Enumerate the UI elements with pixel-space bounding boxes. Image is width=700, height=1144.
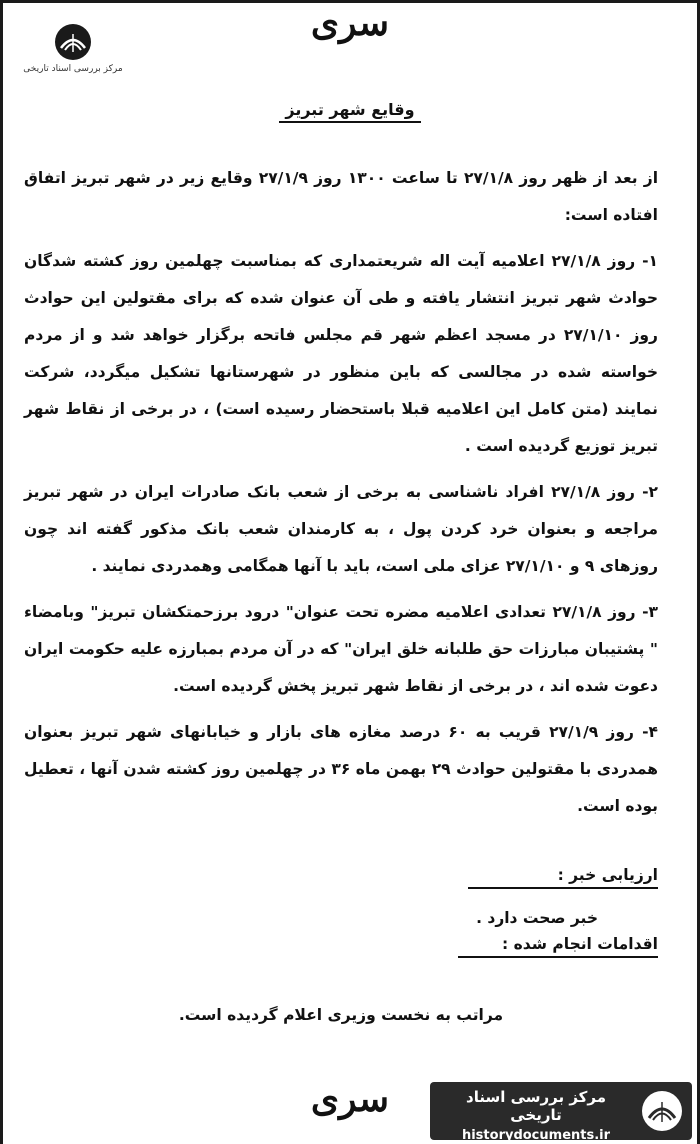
watermark-text (438, 1088, 634, 1143)
document-title-text: وقایع شهر تبریز (279, 100, 420, 123)
item-paragraph-3: ۳- روز ۲۷/۱/۸ تعدادی اعلامیه مضره تحت عنوان" درود برزحمتکشان تبریز" وبامضاء " پشتیبان مبارزات حق طلبانه خلق ایران" که در آن مردم بمبارزه علیه حکومت ایران دعوت شده اند ، در برخی از نقاط شهر تبریز پخش گردیده است. (24, 603, 658, 695)
evaluation-value: خبر صحت دارد . (476, 909, 598, 927)
document-body (24, 160, 658, 834)
item-paragraph-1: ۱- روز ۲۷/۱/۸ اعلامیه آیت اله شریعتمداری که بمناسبت چهلمین روز کشته شدگان حوادث شهر تبریز انتشار یافته و طی آن عنوان شده که برای مقتولین این حوادث روز ۲۷/۱/۱۰ در مسجد اعظم شهر قم مجلس فاتحه برگزار خواهد شد و از مردم خواسته شده در مجالسی که باین منظور در شهرستانها تشکیل میگردد، شرکت نمایند (متن کامل این اعلامیه قبلا باستحضار رسیده است) ، در برخی از نقاط شهر تبریز توزیع گردیده است . (24, 252, 659, 455)
item-paragraph-2: ۲- روز ۲۷/۱/۸ افراد ناشناسی به برخی از شعب بانک صادرات ایران در شهر تبریز مراجعه و بعنوان خرد کردن پول ، به کارمندان شعب بانک مذکور گفته اند چون روزهای ۹ و ۲۷/۱/۱۰ عزای ملی است، باید با آنها همگامی وهمدردی نمایند . (24, 483, 658, 575)
classification-bottom: سری (310, 1078, 390, 1120)
logo-caption: مرکز بررسی اسناد تاریخی (23, 64, 123, 74)
classification-top: سری (310, 2, 390, 44)
intro-paragraph: از بعد از ظهر روز ۲۷/۱/۸ تا ساعت ۱۳۰۰ روز ۲۷/۱/۹ وقایع زیر در شهر تبریز اتفاق افتاده است: (24, 169, 659, 224)
page-edge-left (0, 0, 3, 1144)
archive-book-icon (51, 22, 95, 62)
archive-logo (16, 22, 130, 82)
watermark-book-icon (640, 1089, 684, 1133)
actions-value: مراتب به نخست وزیری اعلام گردیده است. (178, 1006, 504, 1024)
document-title (0, 100, 700, 119)
evaluation-label: ارزیابی خبر : (468, 866, 658, 889)
watermark-name: مرکز بررسی اسناد تاریخی (466, 1088, 606, 1124)
item-paragraph-4: ۴- روز ۲۷/۱/۹ قریب به ۶۰ درصد مغازه های بازار و خیابانهای شهر تبریز بعنوان همدردی با مقتولین حوادث ۲۹ بهمن ماه ۳۶ در چهلمین روز کشته شدن آنها ، تعطیل بوده است. (24, 723, 658, 815)
evaluation-section (24, 866, 658, 1024)
watermark-url: historydocuments.ir (461, 1128, 611, 1143)
watermark-banner (430, 1082, 692, 1143)
actions-label: اقدامات انجام شده : (458, 935, 658, 958)
